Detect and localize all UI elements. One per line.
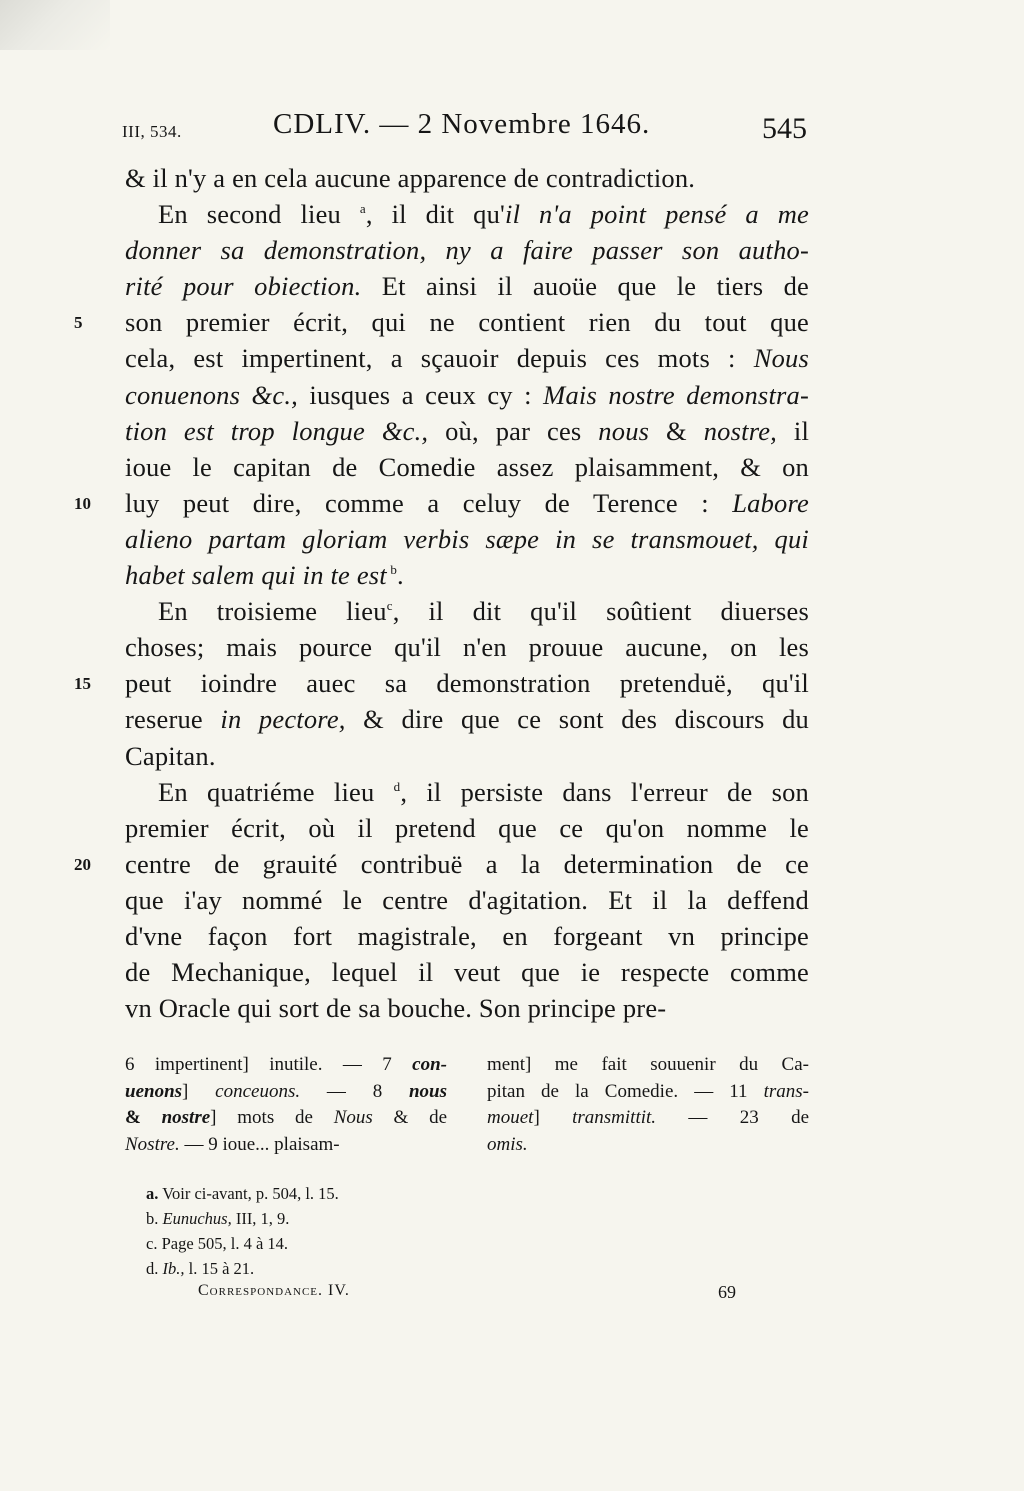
text-run: centre de grauité contribuë a la determination de ce bbox=[125, 848, 809, 879]
text-run: l. 15 à 21. bbox=[184, 1259, 255, 1278]
text-run: mouet bbox=[487, 1107, 534, 1128]
footnote-marker: a bbox=[359, 201, 366, 217]
text-run: c. Page 505, l. 4 à 14. bbox=[146, 1234, 289, 1253]
text-run: transmittit. bbox=[572, 1107, 657, 1128]
text-run: Voir ci-avant, p. 504, l. 15. bbox=[158, 1184, 339, 1203]
text-line bbox=[125, 701, 809, 737]
text-run: pitan de la Comedie. — 11 bbox=[487, 1080, 764, 1102]
footnote-line bbox=[146, 1206, 339, 1231]
text-run: Nous bbox=[333, 1107, 373, 1128]
footnote-marker: d bbox=[393, 778, 401, 794]
text-line bbox=[125, 846, 809, 882]
text-run: premier écrit, où il pretend que ce qu'on nomme le bbox=[125, 812, 809, 843]
text-run: En quatriéme lieu bbox=[158, 776, 394, 807]
text-line bbox=[125, 485, 809, 521]
letter-body bbox=[125, 160, 809, 1026]
text-run: Labore bbox=[732, 487, 809, 518]
text-run: Nous bbox=[753, 343, 809, 374]
text-run: vn Oracle qui sort de sa bouche. Son principe pre- bbox=[125, 993, 667, 1024]
collection-label: Correspondance. IV. bbox=[198, 1282, 350, 1299]
header-reference: III, 534. bbox=[122, 122, 182, 141]
text-line bbox=[125, 196, 809, 232]
variant-line bbox=[125, 1079, 447, 1106]
text-run: — 8 bbox=[300, 1080, 409, 1102]
text-line bbox=[125, 593, 809, 629]
text-run: a. bbox=[146, 1184, 159, 1203]
text-run: & dire que ce sont des discours du bbox=[345, 704, 809, 735]
variant-notes-right-column bbox=[487, 1052, 809, 1158]
text-run: il n'a point pensé a me bbox=[505, 199, 809, 230]
text-line bbox=[125, 665, 809, 701]
line-number: 20 bbox=[74, 854, 91, 874]
page-number: 545 bbox=[762, 112, 807, 145]
text-run: Ib., bbox=[162, 1259, 185, 1278]
text-run: En troisieme lieu bbox=[158, 596, 387, 627]
text-run: d. bbox=[146, 1259, 163, 1278]
text-run: Et ainsi il auoüe que le tiers de bbox=[361, 271, 810, 302]
text-line bbox=[125, 413, 809, 449]
text-run: ] bbox=[533, 1107, 573, 1128]
text-run bbox=[141, 1107, 162, 1128]
text-run: son premier écrit, qui ne contient rien du tout que bbox=[125, 307, 809, 338]
text-run: nostre, bbox=[703, 415, 778, 446]
text-line bbox=[125, 918, 809, 954]
text-run: que i'ay nommé le centre d'agitation. Et il la deffend bbox=[125, 884, 809, 915]
footnote-line bbox=[146, 1181, 339, 1206]
line-number: 15 bbox=[74, 674, 91, 694]
variant-line bbox=[487, 1052, 809, 1079]
text-run: uenons bbox=[125, 1080, 183, 1102]
text-line bbox=[125, 521, 809, 557]
line-number: 5 bbox=[74, 313, 83, 333]
text-run: nous bbox=[408, 1080, 448, 1102]
text-run: — 9 ioue... plaisam- bbox=[179, 1133, 340, 1155]
variant-line bbox=[487, 1105, 809, 1132]
text-run: En second lieu bbox=[158, 199, 360, 230]
text-line bbox=[125, 882, 809, 918]
text-run: omis. bbox=[487, 1133, 528, 1155]
text-line bbox=[125, 954, 809, 990]
text-run: luy peut dire, comme a celuy de Terence : bbox=[125, 487, 733, 518]
text-line bbox=[125, 629, 809, 665]
text-run: tion est trop longue &c., bbox=[125, 415, 429, 446]
footnote-marker: b bbox=[386, 562, 398, 578]
text-line bbox=[125, 377, 809, 413]
text-run: Mais nostre demonstra- bbox=[543, 379, 809, 410]
text-run: . bbox=[397, 560, 404, 591]
text-run: nous bbox=[598, 415, 650, 446]
variant-line bbox=[487, 1132, 809, 1159]
text-run: III, 1, 9. bbox=[231, 1209, 290, 1228]
variant-line bbox=[125, 1132, 447, 1159]
text-run: ment] me fait souuenir du Ca- bbox=[487, 1054, 809, 1075]
variant-line bbox=[125, 1052, 447, 1079]
text-run: in pectore, bbox=[220, 704, 346, 735]
text-line bbox=[125, 268, 809, 304]
text-run: trans- bbox=[763, 1080, 809, 1102]
text-line bbox=[125, 774, 809, 810]
text-run: de Mechanique, lequel il veut que ie respecte comme bbox=[125, 957, 809, 988]
text-run: b. bbox=[146, 1209, 163, 1228]
text-line bbox=[125, 449, 809, 485]
text-line bbox=[125, 232, 809, 268]
text-run: ] mots de bbox=[210, 1107, 334, 1128]
text-run: nostre bbox=[161, 1107, 211, 1128]
line-number: 10 bbox=[74, 493, 91, 513]
text-run: 6 impertinent] inutile. — 7 bbox=[125, 1054, 413, 1075]
page-corner-shadow bbox=[0, 0, 110, 50]
text-run: choses; mais pource qu'il n'en prouue aucune, on les bbox=[125, 632, 809, 663]
text-run: reserue bbox=[125, 704, 221, 735]
text-run: & bbox=[649, 415, 704, 446]
text-run: , il persiste dans l'erreur de son bbox=[400, 776, 809, 807]
footnotes bbox=[146, 1181, 339, 1281]
text-run: il bbox=[777, 415, 810, 446]
text-run: , il dit qu' bbox=[365, 199, 505, 230]
variant-line bbox=[487, 1079, 809, 1106]
text-line bbox=[125, 160, 809, 196]
text-run: conceuons. bbox=[215, 1080, 301, 1102]
text-line bbox=[125, 810, 809, 846]
text-run: Nostre. bbox=[125, 1133, 180, 1155]
text-run: où, par ces bbox=[428, 415, 599, 446]
footnote-line bbox=[146, 1256, 339, 1281]
signature-mark: 69 bbox=[718, 1282, 736, 1302]
text-run: habet salem qui in te est bbox=[125, 560, 387, 591]
text-run: d'vne façon fort magistrale, en forgeant vn principe bbox=[125, 920, 809, 951]
text-run: ] bbox=[182, 1080, 216, 1102]
text-run: alieno partam gloriam verbis sæpe in se transmouet, qui bbox=[125, 523, 809, 554]
text-line bbox=[125, 738, 809, 774]
running-header bbox=[0, 108, 1024, 148]
text-run: conuenons &c., bbox=[125, 379, 298, 410]
variant-line bbox=[125, 1105, 447, 1132]
text-run: ioue le capitan de Comedie assez plaisamment, & on bbox=[125, 451, 809, 482]
text-run: & de bbox=[372, 1107, 448, 1128]
text-run: peut ioindre auec sa demonstration pretenduë, qu'il bbox=[125, 668, 809, 699]
text-line bbox=[125, 557, 809, 593]
text-run: rité pour obiection. bbox=[125, 271, 362, 302]
text-run: iusques a ceux cy : bbox=[297, 379, 544, 410]
text-run: con- bbox=[412, 1054, 447, 1075]
text-run: & bbox=[125, 1107, 141, 1128]
text-run: & il n'y a en cela aucune apparence de contradiction. bbox=[125, 163, 696, 193]
variant-notes-left-column bbox=[125, 1052, 447, 1158]
text-run: — 23 de bbox=[656, 1107, 809, 1128]
text-run: cela, est impertinent, a sçauoir depuis ces mots : bbox=[125, 343, 754, 374]
text-run: donner sa demonstration, ny a faire passer son autho- bbox=[125, 235, 809, 266]
text-line bbox=[125, 304, 809, 340]
text-line bbox=[125, 340, 809, 376]
text-run: , il dit qu'il soûtient diuerses bbox=[392, 596, 809, 627]
footnote-line bbox=[146, 1231, 339, 1256]
footnote-marker: c bbox=[386, 598, 393, 614]
text-run: Eunuchus, bbox=[162, 1209, 232, 1228]
header-title: CDLIV. — 2 Novembre 1646. bbox=[273, 108, 651, 140]
text-run: Capitan. bbox=[125, 740, 216, 771]
text-line bbox=[125, 990, 809, 1026]
